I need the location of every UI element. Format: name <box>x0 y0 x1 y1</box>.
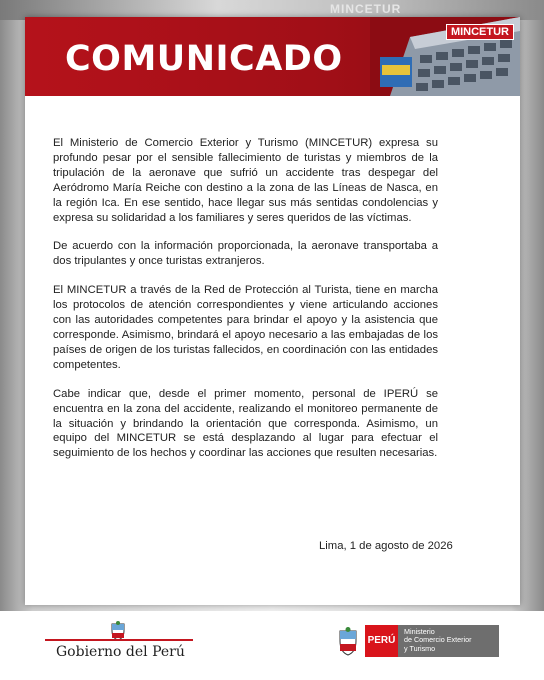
paragraph-1: El Ministerio de Comercio Exterior y Turismo (MINCETUR) expresa su profundo pesar por el sensible fallecimiento de turistas y miembros de la tripulación de la aeronave que sufrió un accidente tras despegar del Aeródromo María Reiche con destino a la zona de las Líneas de Nasca, en la región Ica. En ese sentido, hace llegar sus más sentidas condolencias y expresa su solidaridad a los familiares y seres queridos de las víctimas. <box>53 137 438 224</box>
communique-body <box>53 136 438 475</box>
watermark-text: MINCETUR <box>330 2 402 16</box>
paragraph-2: De acuerdo con la información proporcionada, la aeronave transportaba a dos tripulantes y once turistas extranjeros. <box>53 240 438 268</box>
gobierno-logo <box>45 621 205 671</box>
building-sign: MINCETUR <box>446 24 514 40</box>
peru-label: PERÚ <box>365 625 398 657</box>
paragraph-3: El MINCETUR a través de la Red de Protección al Turista, tiene en marcha los protocolos de atención correspondientes y viene articulando acciones con las autoridades competentes para brindar el apoyo y la asistencia que corresponde. Asimismo, brindará el apoyo necesario a las embajadas de los países de origen de los turistas fallecidos, en coordinación con las entidades competentes. <box>53 284 438 371</box>
gobierno-text: Gobierno del Perú <box>56 644 185 660</box>
communique-card <box>25 17 520 605</box>
ministry-line-3: y Turismo <box>404 643 436 653</box>
header-banner <box>25 17 520 96</box>
ministry-line-1: Ministerio <box>404 627 435 636</box>
page-title: COMUNICADO <box>65 39 343 79</box>
ministry-line-2: de Comercio Exterior <box>404 635 472 645</box>
coat-of-arms-icon <box>335 627 361 657</box>
mincetur-logo <box>333 623 503 663</box>
ministry-label <box>398 625 499 657</box>
coat-of-arms-icon <box>108 621 128 641</box>
date-line: Lima, 1 de agosto de 2026 <box>319 540 453 552</box>
gobierno-divider <box>45 639 193 641</box>
paragraph-4: Cabe indicar que, desde el primer momento, personal de IPERÚ se encuentra en la zona del accidente, realizando el monitoreo permanente de la situación y brindando la orientación que corresponda. Asimismo, un equipo del MINCETUR se está desplazando al lugar para efectuar el seguimiento de los hechos y coordinar las acciones que resulten necesarias. <box>53 387 438 460</box>
footer <box>0 611 544 680</box>
